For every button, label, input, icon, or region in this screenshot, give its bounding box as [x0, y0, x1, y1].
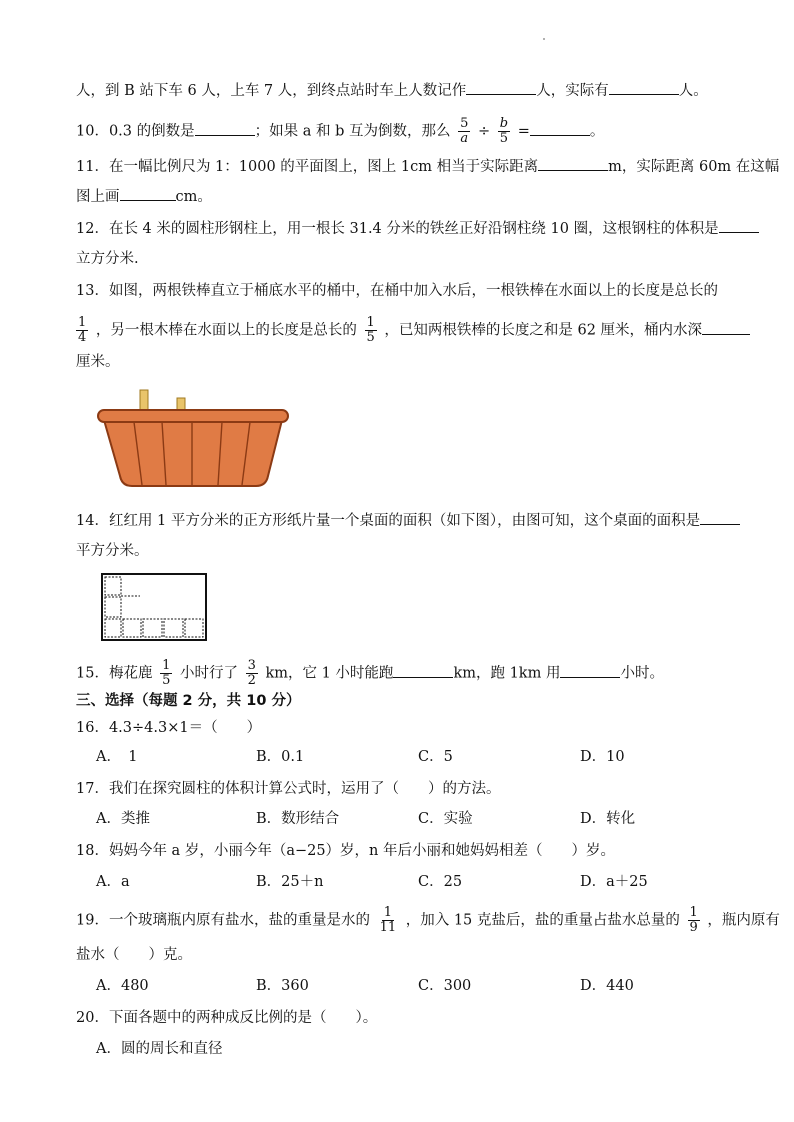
option-b[interactable]: B．360 [256, 978, 309, 994]
answer-blank[interactable] [538, 156, 608, 171]
q19-options [0, 976, 794, 996]
answer-blank[interactable] [530, 121, 590, 136]
option-d[interactable]: D．10 [580, 749, 625, 765]
fraction: $\frac{1}{5}$ [366, 315, 375, 345]
bucket-rim [98, 410, 288, 422]
answer-blank[interactable] [466, 80, 536, 95]
option-b[interactable]: B．25＋n [256, 874, 324, 890]
question-17: 17．我们在探究圆柱的体积计算公式时，运用了（ ）的方法。 [76, 781, 501, 797]
q20-options [0, 1039, 794, 1059]
answer-blank[interactable] [719, 218, 759, 233]
question-12: 12．在长 4 米的圆柱形钢柱上，用一根长 31.4 分米的铁丝正好沿钢柱绕 10 圈，这根钢柱的体积是 [76, 218, 746, 239]
q17-options [0, 809, 794, 829]
q18-options [0, 872, 794, 892]
fraction: $\frac{3}{2}$ [247, 658, 256, 688]
fraction: $\frac{1}{11}$ [379, 905, 397, 935]
fraction: $\frac{1}{9}$ [689, 905, 698, 935]
question-13-line2: $\frac{1}{4}$ ，另一根木棒在水面以上的长度是总长的 $\frac{1}{5}$ ，已知两根铁棒的长度之和是 62 厘米，桶内水深 [76, 316, 746, 345]
option-c[interactable]: C．25 [418, 874, 463, 890]
answer-blank[interactable] [393, 663, 453, 678]
option-a[interactable]: A．类推 [96, 811, 150, 827]
question-15: 15．梅花鹿 $\frac{1}{5}$ 小时行了 $\frac{3}{2}$ km，它 1 小时能跑 km，跑 1km 用 小时。 [76, 658, 664, 688]
answer-blank[interactable] [702, 320, 750, 335]
answer-blank[interactable] [195, 121, 255, 136]
question-14: 14．红红用 1 平方分米的正方形纸片量一个桌面的面积（如下图），由图可知，这个桌面的面积是 [76, 510, 746, 531]
option-d[interactable]: D．转化 [580, 811, 636, 827]
option-b[interactable]: B．数形结合 [256, 811, 340, 827]
answer-blank[interactable] [609, 80, 679, 95]
scan-dot [543, 38, 545, 40]
bucket-body [104, 420, 282, 486]
question-19-line2: 盐水（ ）克。 [76, 947, 192, 963]
question-19: 19．一个玻璃瓶内原有盐水，盐的重量是水的 $\frac{1}{11}$ ，加入 15 克盐后，盐的重量占盐水总量的 $\frac{1}{9}$ ，瓶内原有 [76, 905, 780, 935]
answer-blank[interactable] [560, 663, 620, 678]
option-d[interactable]: D．440 [580, 978, 634, 994]
answer-blank[interactable] [700, 510, 740, 525]
q16-options [0, 747, 794, 767]
question-13-line3: 厘米。 [76, 354, 120, 370]
fraction: $\frac{5}{a}$ [460, 116, 469, 146]
question-14-line2: 平方分米。 [76, 543, 149, 559]
question-13: 13．如图，两根铁棒直立于桶底水平的桶中，在桶中加入水后，一根铁棒在水面以上的长度是总长的 [76, 283, 718, 299]
question-20: 20．下面各题中的两种成反比例的是（ ）。 [76, 1010, 378, 1026]
bucket-figure [92, 386, 292, 490]
question-18: 18．妈妈今年 a 岁，小丽今年（a−25）岁，n 年后小丽和她妈妈相差（ ）岁。 [76, 843, 616, 859]
option-a[interactable]: A．a [96, 874, 130, 890]
fraction: $\frac{b}{5}$ [499, 116, 509, 146]
option-c[interactable]: C．5 [418, 749, 453, 765]
section-3-title: 三、选择（每题 2 分，共 10 分） [76, 693, 301, 709]
option-a[interactable]: A． 1 [96, 749, 138, 765]
option-b[interactable]: B．0.1 [256, 749, 305, 765]
option-a[interactable]: A．圆的周长和直径 [96, 1041, 223, 1057]
option-a[interactable]: A．480 [96, 978, 149, 994]
question-16: 16．4.3÷4.3×1＝（ ） [76, 720, 262, 736]
question-11-line2: 图上画 cm。 [76, 186, 746, 207]
option-d[interactable]: D．a＋25 [580, 874, 648, 890]
question-11: 11．在一幅比例尺为 1：1000 的平面图上，图上 1cm 相当于实际距离 m，实际距离 60m 在这幅 [76, 156, 746, 177]
fraction: $\frac{1}{5}$ [162, 658, 171, 688]
fraction: $\frac{1}{4}$ [78, 315, 87, 345]
option-c[interactable]: C．实验 [418, 811, 473, 827]
answer-blank[interactable] [120, 186, 176, 201]
q9-continuation: 人，到 B 站下车 6 人，上车 7 人，到终点站时车上人数记作 人，实际有 人。 [76, 80, 746, 101]
question-12-line2: 立方分米. [76, 251, 139, 267]
question-10: 10．0.3 的倒数是 ；如果 a 和 b 互为倒数，那么 $\frac{5}{a}$ ÷ $\frac{b}{5}$ = 。 [76, 116, 605, 146]
desk-tiling-figure [100, 572, 210, 642]
option-c[interactable]: C．300 [418, 978, 472, 994]
